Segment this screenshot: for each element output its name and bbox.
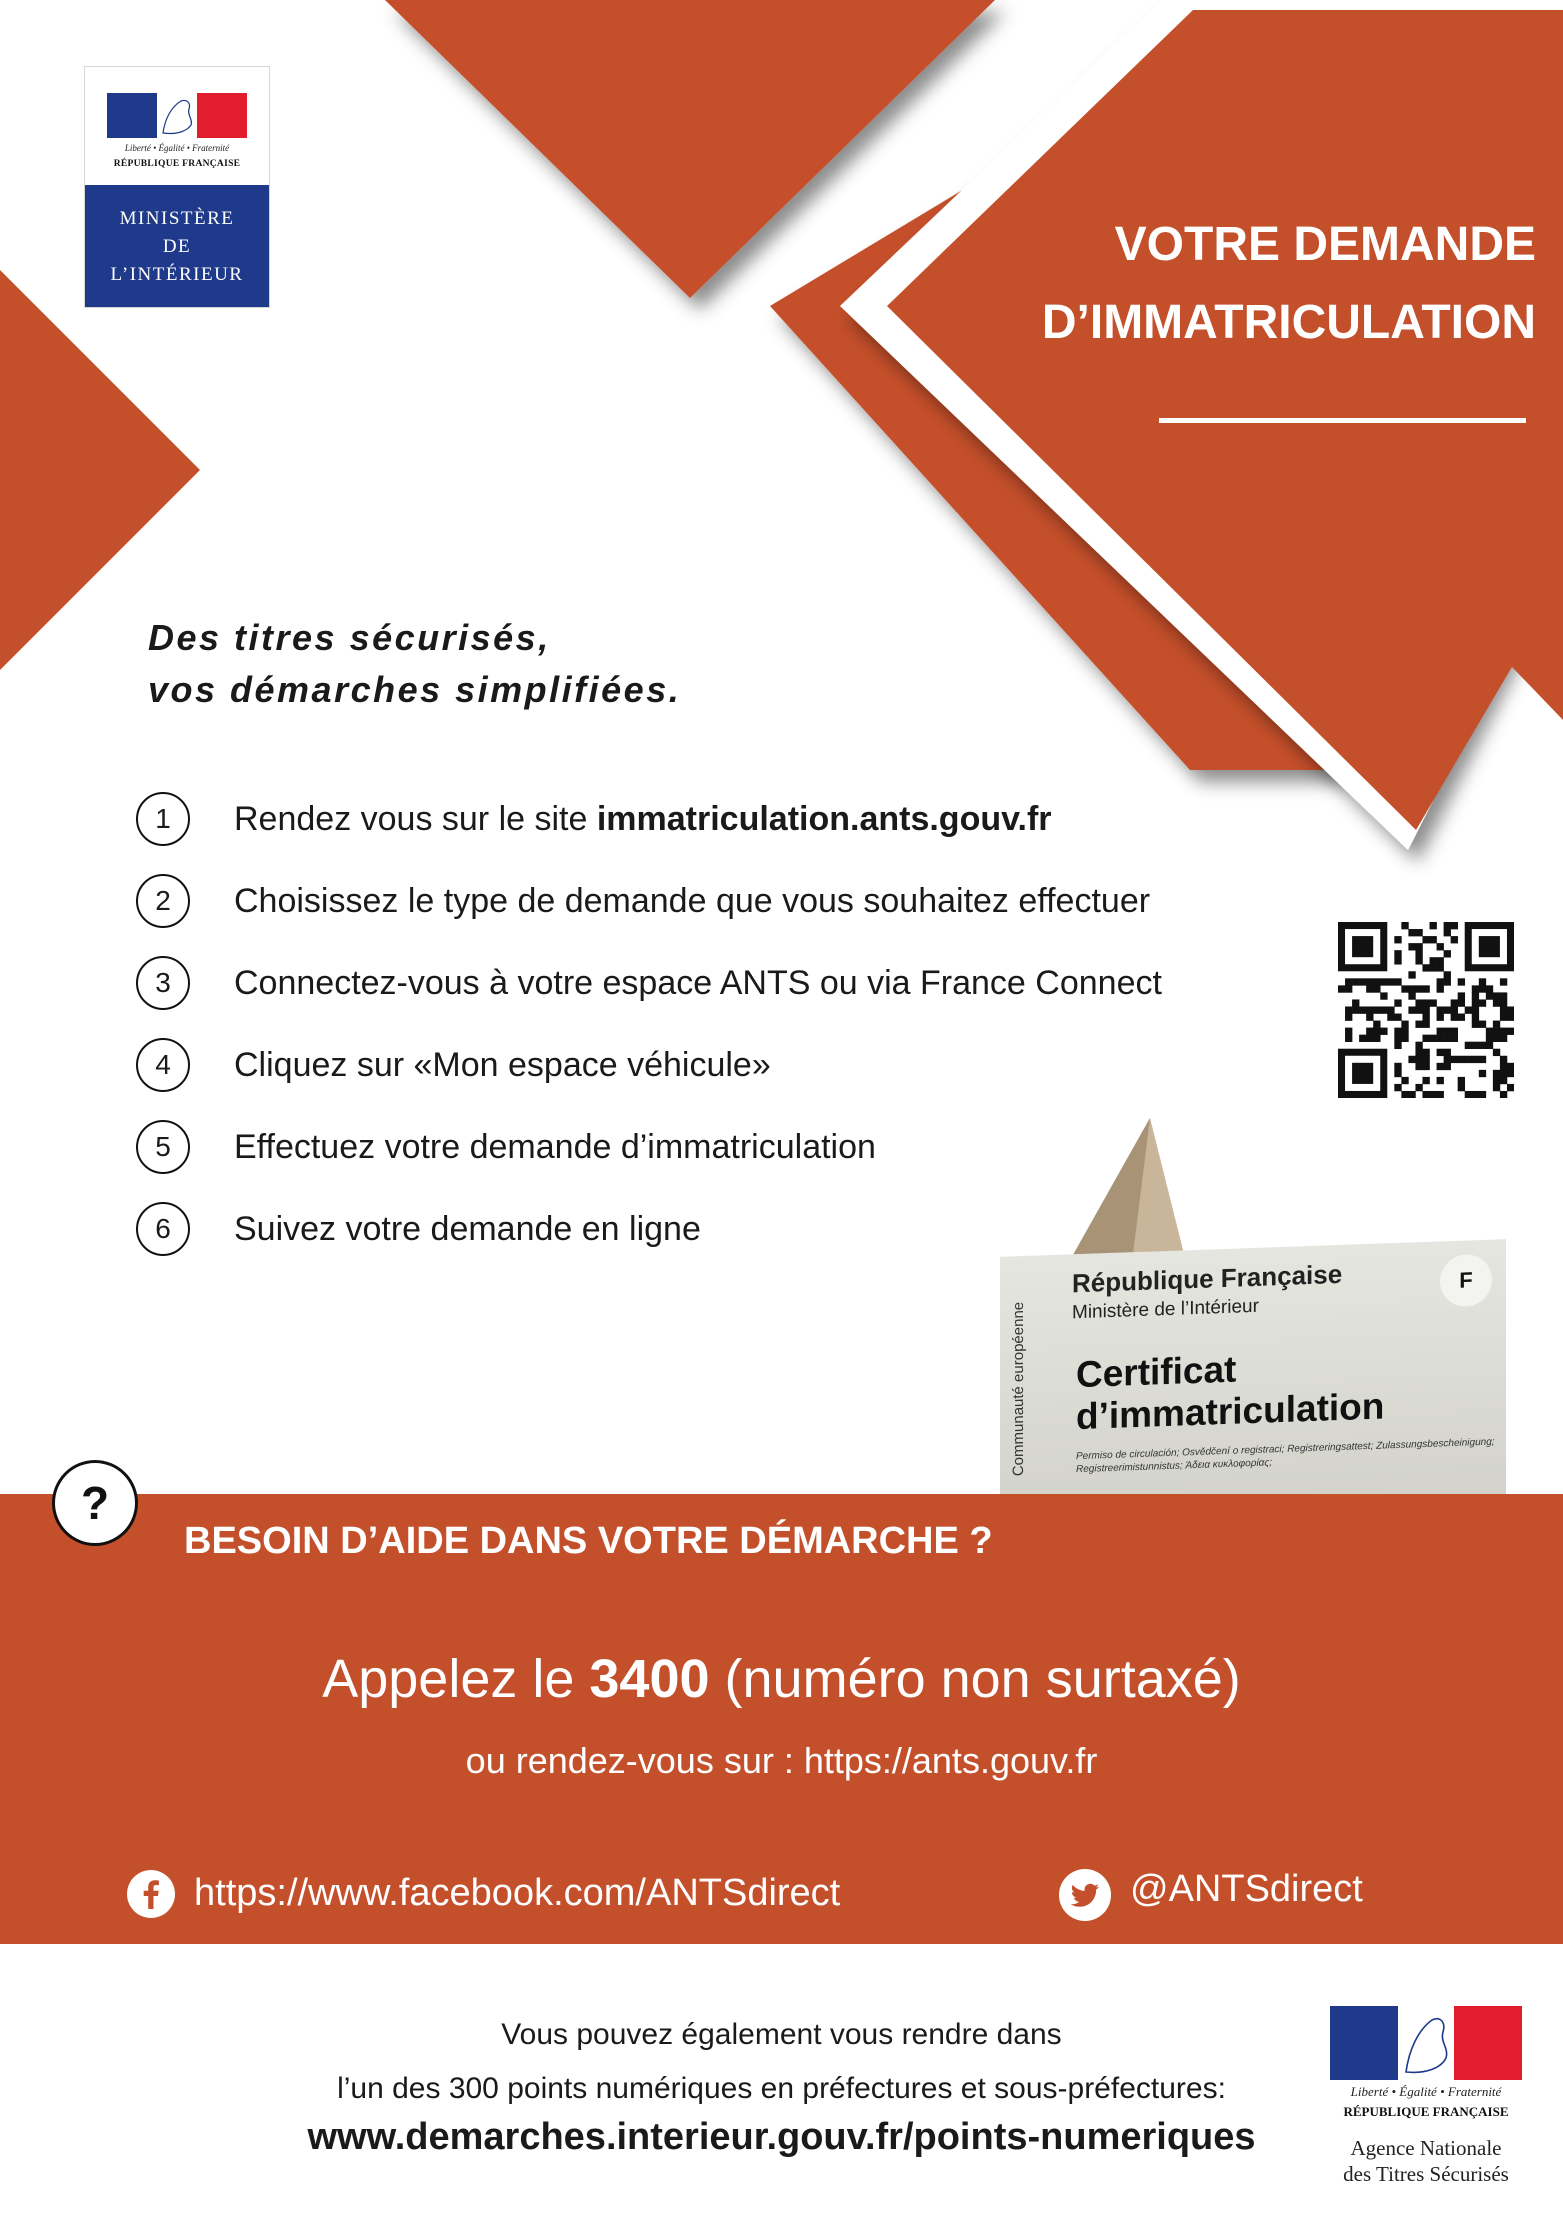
- marianne-flag-icon: [107, 93, 247, 138]
- step-number: 1: [136, 792, 190, 846]
- tagline: [148, 612, 681, 716]
- step-5: [136, 1118, 876, 1176]
- step-number: 2: [136, 874, 190, 928]
- logo-motto: Liberté • Égalité • Fraternité: [124, 143, 230, 153]
- logo-ministry-name: MINISTÈRE DE L’INTÉRIEUR: [110, 208, 244, 285]
- step-link-site[interactable]: immatriculation.ants.gouv.fr: [596, 799, 1052, 838]
- call-number[interactable]: 3400: [589, 1649, 710, 1709]
- certificate-illustration: [1000, 1118, 1506, 1494]
- title-line-2: D’IMMATRICULATION: [1041, 296, 1536, 349]
- twitter-handle[interactable]: @ANTSdirect: [1130, 1868, 1363, 1910]
- step-text-plain: Rendez vous sur le site: [234, 799, 597, 838]
- ministry-logo: [84, 66, 270, 308]
- ants-name-line-2: des Titres Sécurisés: [1343, 2162, 1509, 2186]
- step-number: 5: [136, 1120, 190, 1174]
- facebook-icon[interactable]: [126, 1869, 176, 1919]
- twitter-bird-icon[interactable]: [1058, 1868, 1112, 1922]
- ants-motto: Liberté • Égalité • Fraternité: [1350, 2084, 1502, 2099]
- step-text: Effectuez votre demande d’immatriculation: [234, 1127, 876, 1166]
- certificate-title-1: Certificat: [1076, 1348, 1237, 1396]
- qr-code[interactable]: [1338, 922, 1514, 1098]
- step-text: [234, 800, 1052, 839]
- title-underline: [1159, 418, 1526, 423]
- call-line: [0, 1648, 1563, 1710]
- certificate-side-text: Communauté européenne: [1010, 1301, 1027, 1477]
- logo-republic: RÉPUBLIQUE FRANÇAISE: [113, 159, 241, 169]
- deco-left-triangle: [0, 270, 200, 670]
- page-title: [1042, 206, 1536, 362]
- or-site-line[interactable]: ou rendez-vous sur : https://ants.gouv.fr: [465, 1740, 1098, 1781]
- marianne-flag-icon: [1330, 2006, 1522, 2080]
- footer-url[interactable]: www.demarches.interieur.gouv.fr/points-numeriques: [307, 2116, 1256, 2158]
- certificate-republic: République Française: [1072, 1258, 1343, 1299]
- call-prefix: Appelez le: [322, 1649, 590, 1709]
- ants-name-line-1: Agence Nationale: [1350, 2136, 1502, 2160]
- step-1: [136, 790, 1052, 848]
- certificate-ministry: Ministère de l’Intérieur: [1072, 1295, 1259, 1324]
- title-line-1: VOTRE DEMANDE: [1114, 218, 1536, 271]
- tagline-line-2: vos démarches simplifiées.: [148, 669, 682, 710]
- eu-f-badge: F: [1440, 1254, 1492, 1308]
- facebook-link[interactable]: https://www.facebook.com/ANTSdirect: [194, 1872, 841, 1914]
- step-text: Connectez-vous à votre espace ANTS ou via France Connect: [234, 963, 1162, 1002]
- footer-line-1: Vous pouvez également vous rendre dans: [501, 2018, 1062, 2051]
- tagline-line-1: Des titres sécurisés,: [148, 617, 551, 658]
- step-text: Suivez votre demande en ligne: [234, 1209, 701, 1248]
- call-suffix: (numéro non surtaxé): [709, 1649, 1241, 1709]
- certificate-title-2: d’immatriculation: [1076, 1385, 1385, 1438]
- footer-line-2: l’un des 300 points numériques en préfectures et sous-préfectures:: [337, 2072, 1226, 2105]
- ants-logo: [1326, 2006, 1526, 2206]
- step-2: [136, 872, 1150, 930]
- help-title: BESOIN D’AIDE DANS VOTRE DÉMARCHE ?: [184, 1520, 993, 1562]
- step-6: [136, 1200, 701, 1258]
- step-text: Cliquez sur «Mon espace véhicule»: [234, 1045, 771, 1084]
- step-4: [136, 1036, 771, 1094]
- ants-republic: RÉPUBLIQUE FRANÇAISE: [1343, 2104, 1509, 2119]
- step-3: [136, 954, 1162, 1012]
- step-number: 3: [136, 956, 190, 1010]
- certificate-document: [1000, 1239, 1506, 1494]
- certificate-small-print: Permiso de circulación; Osvědčení o registraci; Registreringsattest; Zulassungsbescheinigung; Registreerimistunnistus; Άδεια κυκλοφορίας;: [1076, 1436, 1495, 1476]
- logo-ministry-block: [85, 185, 269, 307]
- step-number: 4: [136, 1038, 190, 1092]
- step-text: Choisissez le type de demande que vous souhaitez effectuer: [234, 881, 1151, 920]
- step-number: 6: [136, 1202, 190, 1256]
- question-mark-icon: ?: [52, 1460, 138, 1546]
